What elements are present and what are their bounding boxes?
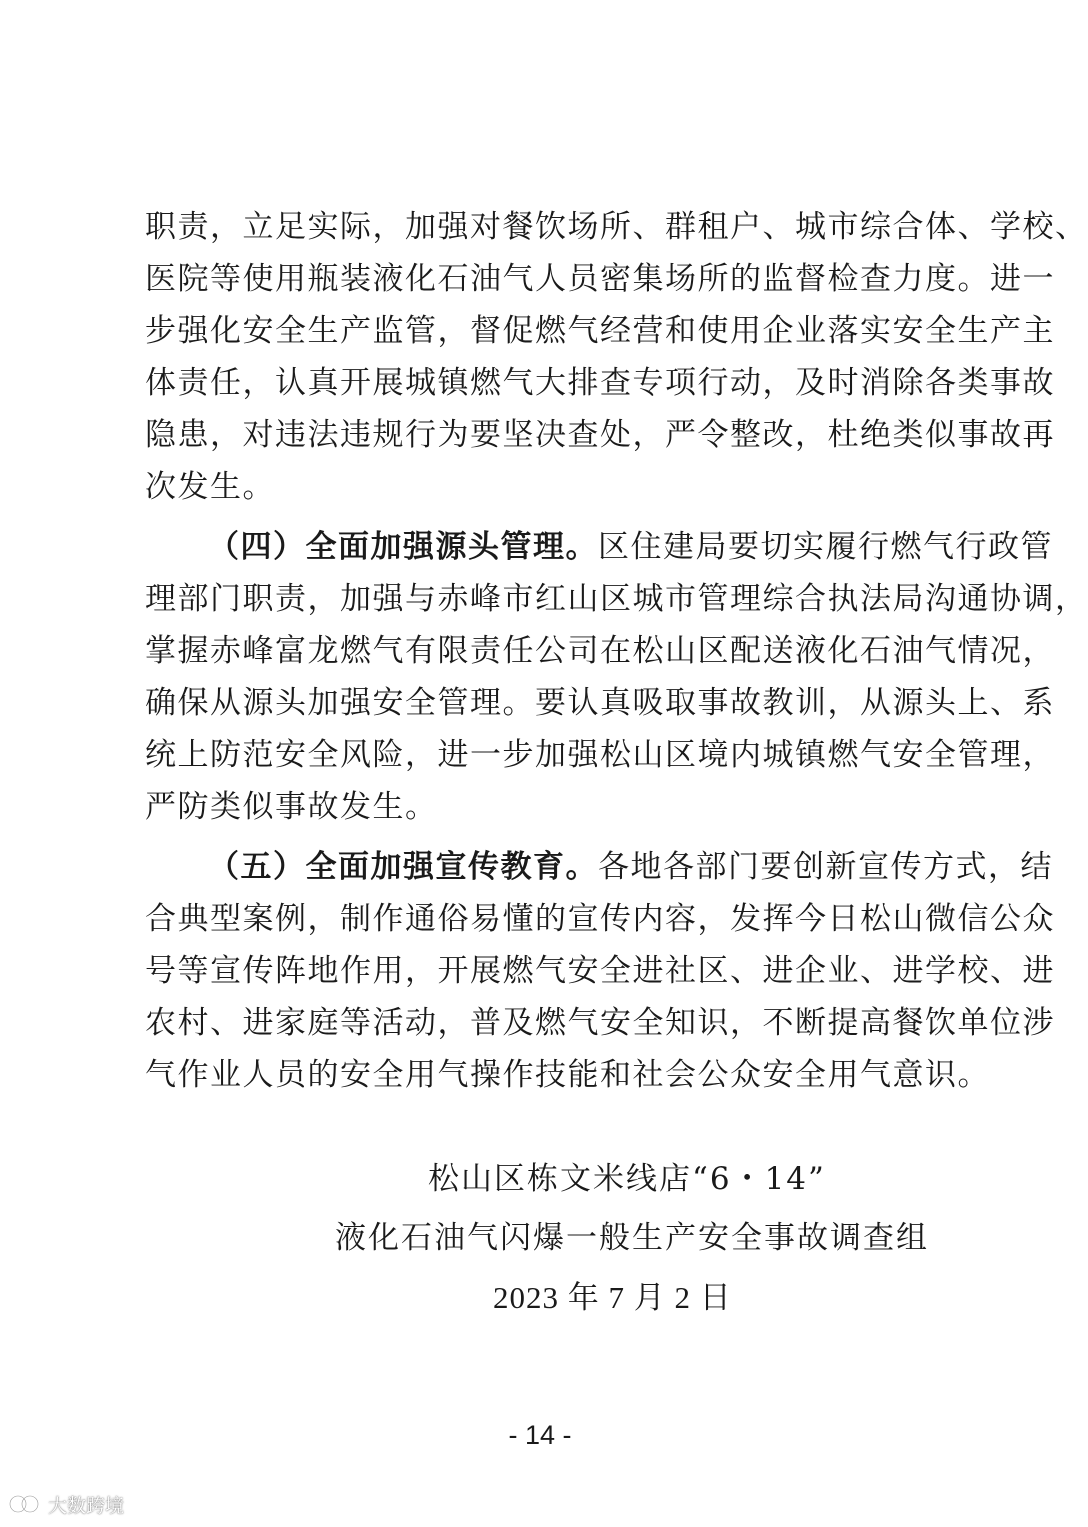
paragraph-line: 号 等 宣 传 阵 地 作 用 ， 开 展 燃 气 安 全 进 社 区 、 进 企 业 、 进 学 校 、 进	[145, 953, 1055, 989]
paragraph-line: 医 院 等 使 用 瓶 装 液 化 石 油 气 人 员 密 集 场 所 的 监 督 检 查 力 度 。 进 一	[145, 261, 1055, 297]
paragraph-4-first-line	[208, 529, 1053, 565]
paragraph-line: 气作业人员的安全用气操作技能和社会公众安全用气意识。	[145, 1057, 990, 1093]
paragraph-line: 合 典 型 案 例 ， 制 作 通 俗 易 懂 的 宣 传 内 容 ， 发 挥 今 日 松 山 微 信 公 众	[145, 901, 1055, 937]
paragraph-line: 步 强 化 安 全 生 产 监 管 ， 督 促 燃 气 经 营 和 使 用 企 业 落 实 安 全 生 产 主	[145, 313, 1055, 349]
section-heading: （四）全面加强源头管理。	[208, 529, 598, 565]
paragraph-line: 隐 患 ， 对 违 法 违 规 行 为 要 坚 决 查 处 ， 严 令 整 改 ， 杜 绝 类 似 事 故 再	[145, 417, 1055, 453]
page-number: - 14 -	[508, 1420, 572, 1450]
signature-line-2: 液化石油气闪爆一般生产安全事故调查组	[335, 1220, 929, 1256]
section-heading: （五）全面加强宣传教育。	[208, 849, 598, 885]
paragraph-line: 确 保 从 源 头 加 强 安 全 管 理 。 要 认 真 吸 取 事 故 教 训 ， 从 源 头 上 、 系	[145, 685, 1055, 721]
signature-line-1: 松山区栋文米线店“6・14”	[428, 1161, 826, 1197]
watermark-text: 大数跨境	[48, 1494, 125, 1517]
paragraph-line: 统 上 防 范 安 全 风 险 ， 进 一 步 加 强 松 山 区 境 内 城 镇 燃 气 安 全 管 理 ，	[145, 737, 1055, 773]
watermark	[8, 1486, 124, 1522]
paragraph-text: 各地各部门要创新宣传方式，结	[598, 849, 1053, 885]
paragraph-5-first-line	[208, 849, 1053, 885]
paragraph-line: 职 责 ， 立 足 实 际 ， 加 强 对 餐 饮 场 所 、 群 租 户 、 城 市 综 合 体 、 学 校 、	[145, 209, 1088, 245]
paragraph-line: 农 村 、 进 家 庭 等 活 动 ， 普 及 燃 气 安 全 知 识 ， 不 断 提 高 餐 饮 单 位 涉	[145, 1005, 1055, 1041]
paragraph-line: 体 责 任 ， 认 真 开 展 城 镇 燃 气 大 排 查 专 项 行 动 ， 及 时 消 除 各 类 事 故	[145, 365, 1055, 401]
logo-icon	[8, 1491, 42, 1517]
paragraph-line: 严防类似事故发生。	[145, 789, 438, 825]
signature-date: 2023 年 7 月 2 日	[493, 1280, 732, 1315]
paragraph-line: 次发生。	[145, 469, 275, 505]
paragraph-line: 理 部 门 职 责 ， 加 强 与 赤 峰 市 红 山 区 城 市 管 理 综 合 执 法 局 沟 通 协 调 ，	[145, 581, 1088, 617]
paragraph-text: 区住建局要切实履行燃气行政管	[598, 529, 1053, 565]
paragraph-line: 掌 握 赤 峰 富 龙 燃 气 有 限 责 任 公 司 在 松 山 区 配 送 液 化 石 油 气 情 况 ，	[145, 633, 1055, 669]
